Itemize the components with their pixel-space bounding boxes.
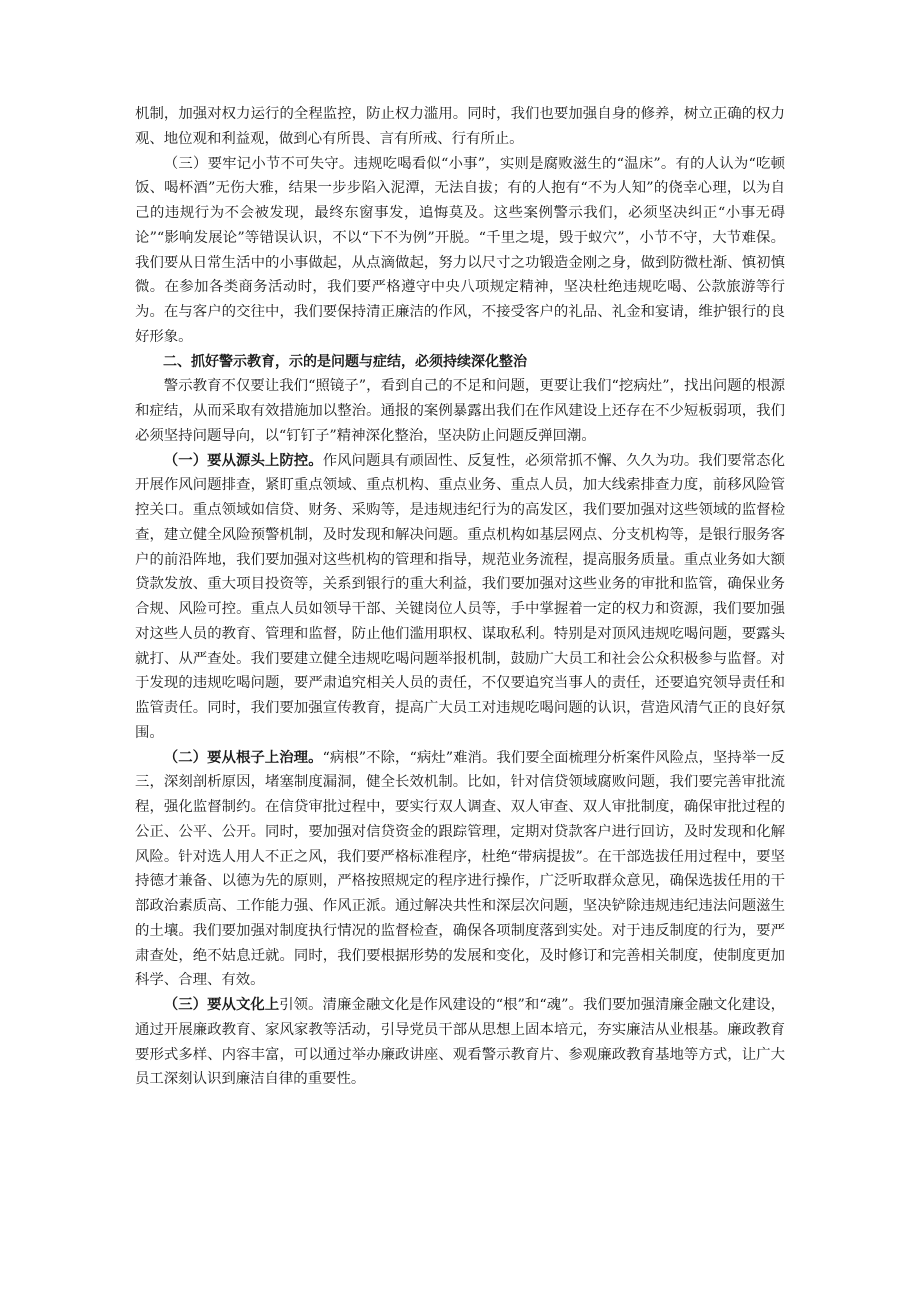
paragraph-lead: （二）要从根子上治理。 — [163, 748, 323, 766]
paragraph-text: 违规吃喝看似“小事”，实则是腐败滋生的“温床”。有的人认为“吃顿饭、喝杯酒”无伤大雅，结果一步步陷入泥潭，无法自拔；有的人抱有“不为人知”的侥幸心理，以为自己的违规行为不会被发现，最终东窗事发，追悔莫及。这些案例警示我们，必须坚决纠正“小事无碍论”“影响发展论”等错误认识，不以“下不为例”开脱。“千里之堤，毁于蚁穴”，小节不守，大节难保。我们要从日常生活中的小事做起，从点滴做起，努力以尺寸之功锻造金刚之身，做到防微杜渐、慎初慎微。在参加各类商务活动时，我们要严格遵守中央八项规定精神，坚决杜绝违规吃喝、公款旅游等行为。在与客户的交往中，我们要保持清正廉洁的作风，不接受客户的礼品、礼金和宴请，维护银行的良好形象。 — [135, 155, 785, 345]
paragraph-lead: （三）要牢记小节不可失守。 — [163, 155, 354, 172]
paragraph-text: 机制，加强对权力运行的全程监控，防止权力滥用。同时，我们也要加强自身的修养，树立正确的权力观、地位观和利益观，做到心有所畏、言有所戒、行有所止。 — [135, 106, 785, 147]
paragraph-lead: （一）要从源头上防控。 — [163, 451, 323, 469]
paragraph-small-details — [135, 152, 785, 350]
paragraph-continuation — [135, 102, 785, 152]
paragraph-text: 作风问题具有顽固性、反复性，必须常抓不懈、久久为功。我们要常态化开展作风问题排查，紧盯重点领域、重点机构、重点业务、重点人员，加大线索排查力度，前移风险管控关口。重点领域如信贷、财务、采购等，是违规违纪行为的高发区，我们要加强对这些领域的监督检查，建立健全风险预警机制，及时发现和解决问题。重点机构如基层网点、分支机构等，是银行服务客户的前沿阵地，我们要加强对这些机构的管理和指导，规范业务流程，提高服务质量。重点业务如大额贷款发放、重大项目投资等，关系到银行的重大利益，我们要加强对这些业务的审批和监管，确保业务合规、风险可控。重点人员如领导干部、关键岗位人员等，手中掌握着一定的权力和资源，我们要加强对这些人员的教育、管理和监督，防止他们滥用职权、谋取私利。特别是对顶风违规吃喝问题，要露头就打、从严查处。我们要建立健全违规吃喝问题举报机制，鼓励广大员工和社会公众积极参与监督。对于发现的违规吃喝问题，要严肃追究相关人员的责任，不仅要追究当事人的责任，还要追究领导责任和监管责任。同时，我们要加强宣传教育，提高广大员工对违规吃喝问题的认识，营造风清气正的良好氛围。 — [135, 452, 785, 741]
paragraph-lead: （三）要从文化上 — [163, 996, 280, 1013]
paragraph-text: 引领。清廉金融文化是作风建设的“根”和“魂”。我们要加强清廉金融文化建设，通过开展廉政教育、家风家教等活动，引导党员干部从思想上固本培元，夯实廉洁从业根基。廉政教育要形式多样、内容丰富，可以通过举办廉政讲座、观看警示教育片、参观廉政教育基地等方式，让广大员工深刻认识到廉洁自律的重要性。 — [135, 997, 785, 1088]
paragraph-source-control — [135, 449, 785, 746]
section-heading-text: 二、抓好警示教育，示的是问题与症结，必须持续深化整治 — [163, 353, 527, 370]
section-heading-2 — [135, 350, 785, 375]
paragraph-root-governance — [135, 746, 785, 994]
document-page — [135, 102, 785, 1092]
paragraph-culture-guidance — [135, 993, 785, 1092]
paragraph-text: 警示教育不仅要让我们“照镜子”，看到自己的不足和问题，更要让我们“挖病灶”，找出问题的根源和症结，从而采取有效措施加以整治。通报的案例暴露出我们在作风建设上还存在不少短板弱项，我们必须坚持问题导向，以“钉钉子”精神深化整治，坚决防止问题反弹回潮。 — [135, 378, 785, 444]
paragraph-warning-education — [135, 374, 785, 448]
paragraph-text: “病根”不除，“病灶”难消。我们要全面梳理分析案件风险点，坚持举一反三，深刻剖析原因，堵塞制度漏洞，健全长效机制。比如，针对信贷领域腐败问题，我们要完善审批流程，强化监督制约。在信贷审批过程中，要实行双人调查、双人审查、双人审批制度，确保审批过程的公正、公平、公开。同时，要加强对信贷资金的跟踪管理，定期对贷款客户进行回访，及时发现和化解风险。针对选人用人不正之风，我们要严格标准程序，杜绝“带病提拔”。在干部选拔任用过程中，要坚持德才兼备、以德为先的原则，严格按照规定的程序进行操作，广泛听取群众意见，确保选拔任用的干部政治素质高、工作能力强、作风正派。通过解决共性和深层次问题，坚决铲除违规违纪违法问题滋生的土壤。我们要加强对制度执行情况的监督检查，确保各项制度落到实处。对于违反制度的行为，要严肃查处，绝不姑息迁就。同时，我们要根据形势的发展和变化，及时修订和完善相关制度，使制度更加科学、合理、有效。 — [135, 749, 785, 989]
